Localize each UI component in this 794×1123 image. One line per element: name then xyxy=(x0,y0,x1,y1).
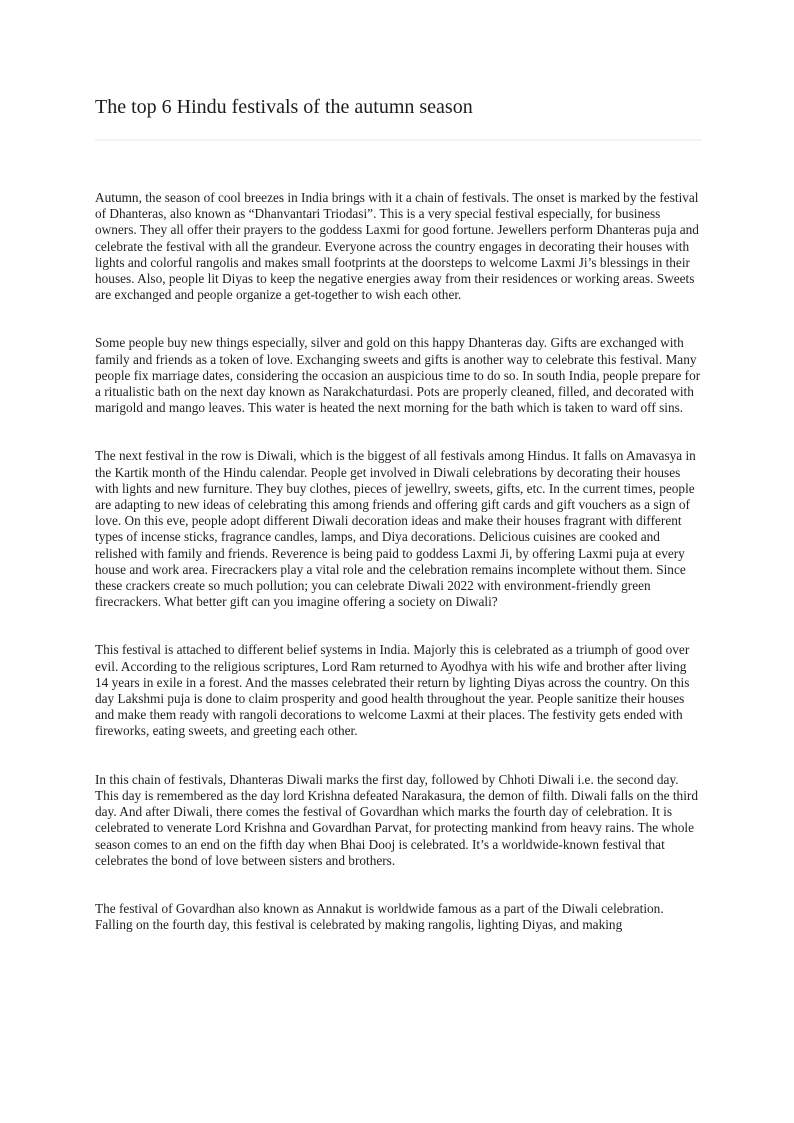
paragraph: Some people buy new things especially, silver and gold on this happy Dhanteras day. Gifts are exchanged with family and friends as a token of love. Exchanging sweets and gifts is another way to celebrate this festival. Many people fix marriage dates, considering the occasion an auspicious time to do so. In south India, people prepare for a ritualistic bath on the next day known as Narakchaturdasi. Pots are properly cleaned, filled, and decorated with marigold and mango leaves. This water is heated the next morning for the bath which is taken to ward off sins. xyxy=(95,335,701,416)
paragraph: The festival of Govardhan also known as Annakut is worldwide famous as a part of the Diwali celebration. Falling on the fourth day, this festival is celebrated by making rangolis, lighting Diyas, and making xyxy=(95,900,664,933)
page-title: The top 6 Hindu festivals of the autumn season xyxy=(95,96,473,118)
paragraph: In this chain of festivals, Dhanteras Diwali marks the first day, followed by Chhoti Diwali i.e. the second day. This day is remembered as the day lord Krishna defeated Narakasura, the demon of filth. Diwali falls on the third day. And after Diwali, there comes the festival of Govardhan which marks the fourth day of celebration. It is celebrated to venerate Lord Krishna and Govardhan Parvat, for protecting mankind from heavy rains. The whole season comes to an end on the fifth day when Bhai Dooj is celebrated. It’s a worldwide-known festival that celebrates the bond of love between sisters and brothers. xyxy=(95,771,698,868)
paragraph: This festival is attached to different belief systems in India. Majorly this is celebrated as a triumph of good over evil. According to the religious scriptures, Lord Ram returned to Ayodhya with his wife and brother after living 14 years in exile in a forest. And the masses celebrated their return by lighting Diyas across the country. On this day Lakshmi puja is done to claim prosperity and good health throughout the year. People sanitize their houses and make them ready with rangoli decorations to welcome Laxmi at their places. The festivity gets ended with fireworks, eating sweets, and greeting each other. xyxy=(95,642,690,739)
paragraph: The next festival in the row is Diwali, which is the biggest of all festivals among Hindus. It falls on Amavasya in the Kartik month of the Hindu calendar. People get involved in Diwali celebrations by decorating their houses with lights and new furniture. They buy clothes, pieces of jewellry, sweets, gifts, etc. In the current times, people are adapting to new ideas of celebrating this among friends and offering gift cards and gift vouchers as a sign of love. On this eve, people adopt different Diwali decoration ideas and make their houses fragrant with different types of incense sticks, fragrance candles, lamps, and Diya decorations. Delicious cuisines are cooked and relished with family and friends. Reverence is being paid to goddess Laxmi Ji, by offering Laxmi puja at every house and work area. Firecrackers play a vital role and the celebration remains incomplete without them. Since these crackers create so much pollution; you can celebrate Diwali 2022 with environment-friendly green firecrackers. What better gift can you imagine offering a society on Diwali? xyxy=(95,448,696,610)
paragraph: Autumn, the season of cool breezes in India brings with it a chain of festivals. The onset is marked by the festival of Dhanteras, also known as “Dhanvantari Triodasi”. This is a very special festival especially, for business owners. They all offer their prayers to the goddess Laxmi for good fortune. Jewellers perform Dhanteras puja and celebrate the festival with all the grandeur. Everyone across the country engages in decorating their houses with lights and colorful rangolis and makes small footprints at the doorsteps to welcome Laxmi Ji’s blessings in their houses. Also, people lit Diyas to keep the negative energies away from their residences or working areas. Sweets are exchanged and people organize a get-together to wish each other. xyxy=(95,190,699,303)
title-divider xyxy=(95,139,702,141)
article-body xyxy=(95,190,702,933)
